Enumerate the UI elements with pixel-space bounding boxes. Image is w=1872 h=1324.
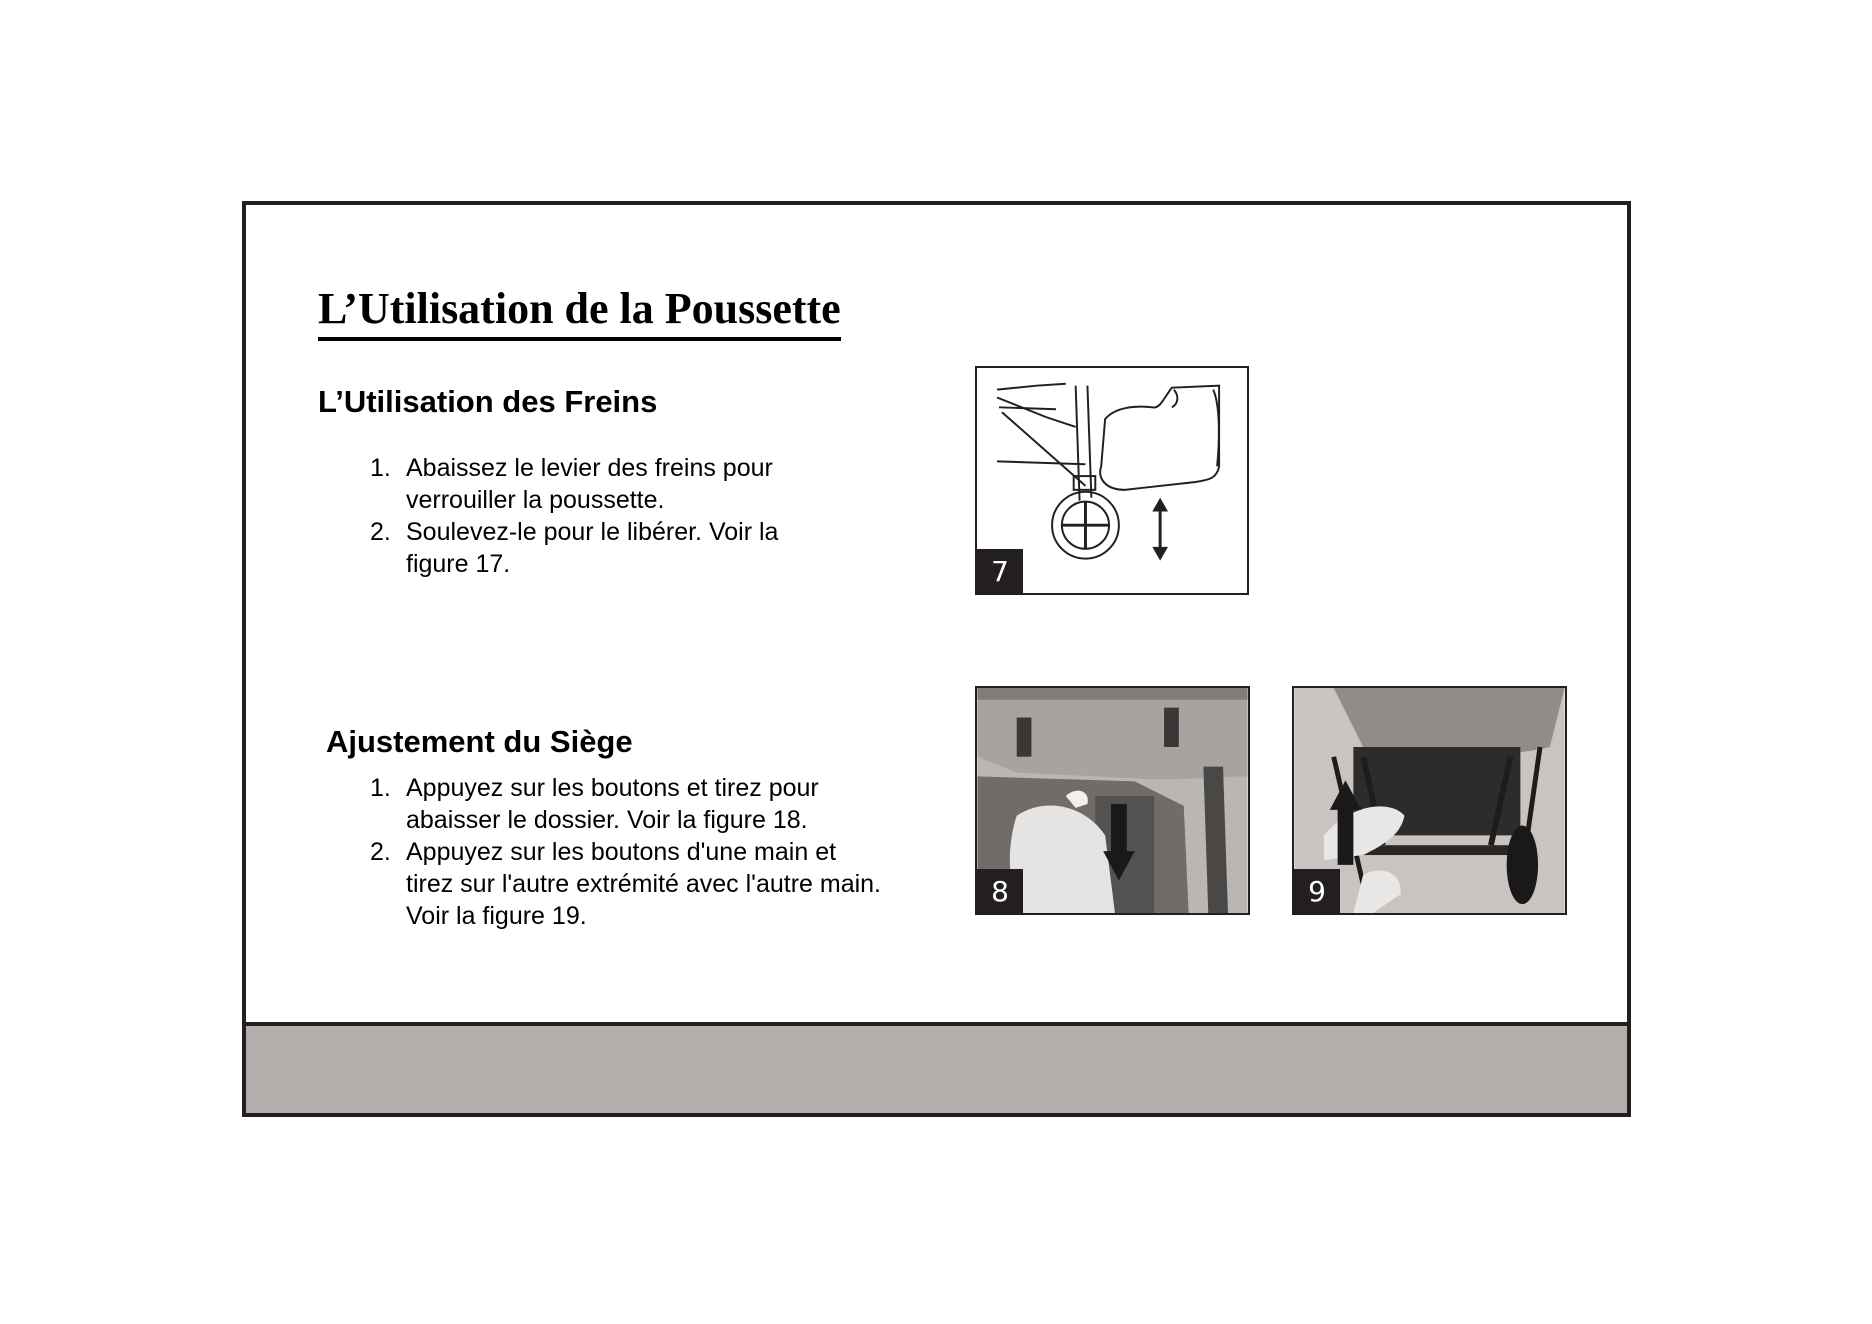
step-text: Appuyez sur les boutons d'une main et tirez sur l'autre extrémité avec l'autre main. Voir la figure 19.: [406, 838, 881, 930]
step-number: 1.: [370, 454, 391, 482]
figure-number-badge: 9: [1294, 869, 1340, 913]
figure-number-badge: 7: [977, 549, 1023, 593]
seat-step-1: [370, 772, 890, 836]
step-number: 1.: [370, 774, 391, 802]
figure-number-badge: 8: [977, 869, 1023, 913]
figure-8: [975, 686, 1250, 915]
footer-band: [242, 1022, 1631, 1117]
seat-steps: [370, 772, 890, 932]
page-title: L’Utilisation de la Poussette: [318, 283, 841, 341]
seat-step-2: [370, 836, 890, 932]
step-text: Abaissez le levier des freins pour verrouiller la poussette.: [406, 454, 773, 514]
brakes-steps: [370, 452, 840, 580]
seat-heading: Ajustement du Siège: [326, 724, 633, 759]
brakes-heading: L’Utilisation des Freins: [318, 384, 658, 419]
step-text: Soulevez-le pour le libérer. Voir la figure 17.: [406, 518, 779, 578]
figure-7: [975, 366, 1249, 595]
step-number: 2.: [370, 838, 391, 866]
figure-9: [1292, 686, 1567, 915]
step-text: Appuyez sur les boutons et tirez pour abaisser le dossier. Voir la figure 18.: [406, 774, 819, 834]
brakes-step-1: [370, 452, 840, 516]
brakes-step-2: [370, 516, 840, 580]
step-number: 2.: [370, 518, 391, 546]
